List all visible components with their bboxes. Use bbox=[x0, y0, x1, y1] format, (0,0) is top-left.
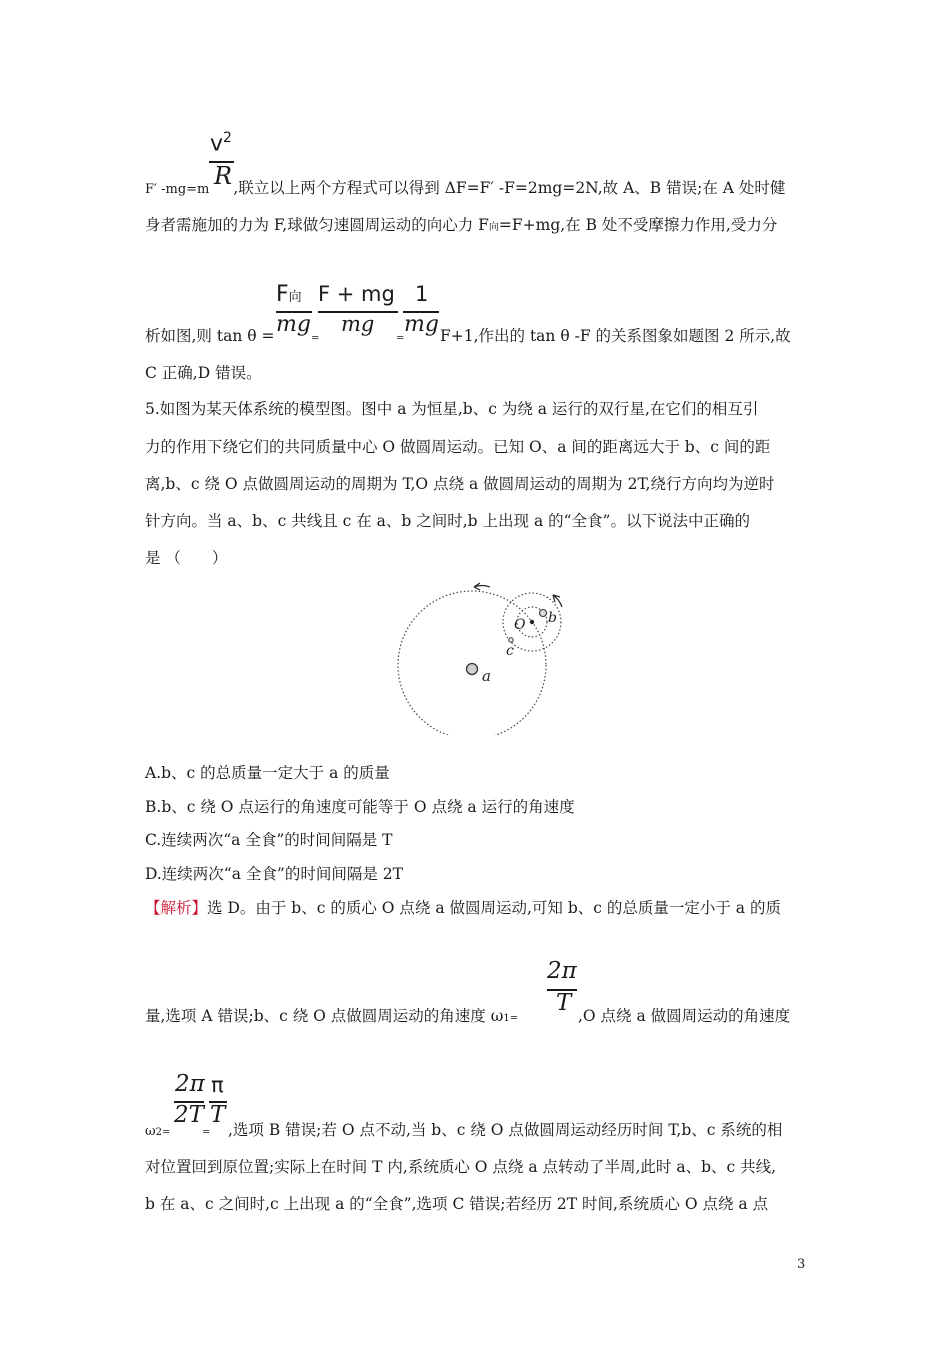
question-line-5: 是 （ ） bbox=[145, 549, 228, 567]
eq2: = bbox=[396, 333, 405, 344]
line2-rest: =F+mg,在 B 处不受摩擦力作用,受力分 bbox=[498, 216, 778, 234]
label-o: O bbox=[514, 617, 526, 633]
frac1-num: F bbox=[276, 282, 289, 307]
frac3-num: 1 bbox=[415, 282, 429, 306]
analysis-line-4: 对位置回到原位置;实际上在时间 T 内,系统质心 O 点绕 a 点转动了半周,此时 a、b、c 共线, bbox=[145, 1158, 777, 1176]
frac1-den: mg bbox=[276, 312, 311, 337]
line2-text: 身者需施加的力为 F,球做匀速圆周运动的向心力 F bbox=[145, 216, 489, 234]
frac-w2b-den: T bbox=[210, 1102, 226, 1128]
analysis-line-1 bbox=[145, 898, 781, 918]
question-line-3: 离,b、c 绕 O 点做圆周运动的周期为 T,O 点绕 a 做圆周运动的周期为 2T,绕行方向均为逆时 bbox=[145, 475, 775, 493]
label-c: c bbox=[506, 643, 514, 659]
analysis-tag: 【解析】 bbox=[145, 899, 208, 917]
frac3-den: mg bbox=[404, 312, 439, 337]
label-a: a bbox=[482, 667, 491, 685]
option-d: D.连续两次“a 全食”的时间间隔是 2T bbox=[145, 865, 403, 883]
analysis-line-5: b 在 a、c 之间时,c 上出现 a 的“全食”,选项 C 错误;若经历 2T 时间,系统质心 O 点绕 a 点 bbox=[145, 1195, 769, 1213]
question-line-1: 5.如图为某天体系统的模型图。图中 a 为恒星,b、c 为绕 a 运行的双行星,在它们的相互引 bbox=[145, 400, 759, 418]
frac-numerator: v bbox=[210, 131, 224, 157]
page-number: 3 bbox=[797, 1257, 806, 1272]
para1-line3 bbox=[145, 326, 274, 346]
option-a: A.b、c 的总质量一定大于 a 的质量 bbox=[145, 764, 390, 782]
para1-line4: C 正确,D 错误。 bbox=[145, 364, 262, 382]
frac-sup: 2 bbox=[223, 130, 232, 146]
line2-lead: 量,选项 A 错误;b、c 绕 O 点做圆周运动的角速度 ω bbox=[145, 1007, 504, 1025]
question-line-4: 针方向。当 a、b、c 共线且 c 在 a、b 之间时,b 上出现 a 的“全食”。以下说法中正确的 bbox=[145, 512, 750, 530]
line1-lead: F′ -mg=m bbox=[145, 182, 210, 197]
omega1-sub: 1 bbox=[503, 1013, 510, 1024]
line1-rest: ,联立以上两个方程式可以得到 ΔF=F′ -F=2mg=2N,故 A、B 错误;在 A 处时健 bbox=[233, 179, 786, 197]
frac-w2b-num: π bbox=[211, 1073, 224, 1097]
omega2-eq: = bbox=[161, 1127, 171, 1138]
line3-lead: 析如图,则 tan θ = bbox=[145, 327, 275, 345]
option-c: C.连续两次“a 全食”的时间间隔是 T bbox=[145, 831, 393, 849]
frac-w1-den: T bbox=[556, 990, 572, 1016]
analysis-line-3 bbox=[145, 1120, 170, 1143]
frac2-num: F + mg bbox=[318, 282, 395, 306]
analysis-line1-text: 选 D。由于 b、c 的质心 O 点绕 a 做圆周运动,可知 b、c 的总质量一定小于 a 的质 bbox=[207, 899, 781, 917]
line2-sub: 向 bbox=[488, 222, 499, 233]
point-o bbox=[530, 620, 534, 624]
eq1: = bbox=[311, 333, 320, 344]
analysis-line3-rest: ,选项 B 错误;若 O 点不动,当 b、c 绕 O 点做圆周运动经历时间 T,b、c 系统的相 bbox=[228, 1121, 783, 1139]
analysis-line-2 bbox=[145, 1006, 518, 1029]
analysis-line2-rest: ,O 点绕 a 做圆周运动的角速度 bbox=[578, 1007, 791, 1025]
omega1-eq: = bbox=[509, 1013, 519, 1024]
frac-w1-num: 2π bbox=[547, 958, 577, 984]
star-a bbox=[467, 664, 478, 675]
label-b: b bbox=[548, 610, 557, 626]
omega2-eq2: = bbox=[202, 1127, 211, 1138]
option-b: B.b、c 绕 O 点运行的角速度可能等于 O 点绕 a 运行的角速度 bbox=[145, 798, 575, 816]
para1-line3-rest: F+1,作出的 tan θ -F 的关系图象如题图 2 所示,故 bbox=[440, 327, 791, 345]
para1-line2 bbox=[145, 215, 777, 238]
omega2-sub: 2 bbox=[155, 1127, 162, 1138]
frac-w2a-den: 2T bbox=[174, 1102, 204, 1128]
omega2: ω bbox=[145, 1124, 156, 1139]
para1-line1 bbox=[145, 178, 785, 200]
planet-c bbox=[509, 638, 513, 642]
orbit-diagram bbox=[390, 575, 570, 735]
question-line-2: 力的作用下绕它们的共同质量中心 O 做圆周运动。已知 O、a 间的距离远大于 b、c 间的距 bbox=[145, 438, 771, 456]
frac2-den: mg bbox=[341, 312, 375, 336]
frac-w2a-num: 2π bbox=[175, 1071, 205, 1097]
frac1-num-sub: 向 bbox=[288, 290, 302, 305]
frac-denominator: R bbox=[214, 162, 233, 190]
planet-b bbox=[540, 610, 547, 617]
